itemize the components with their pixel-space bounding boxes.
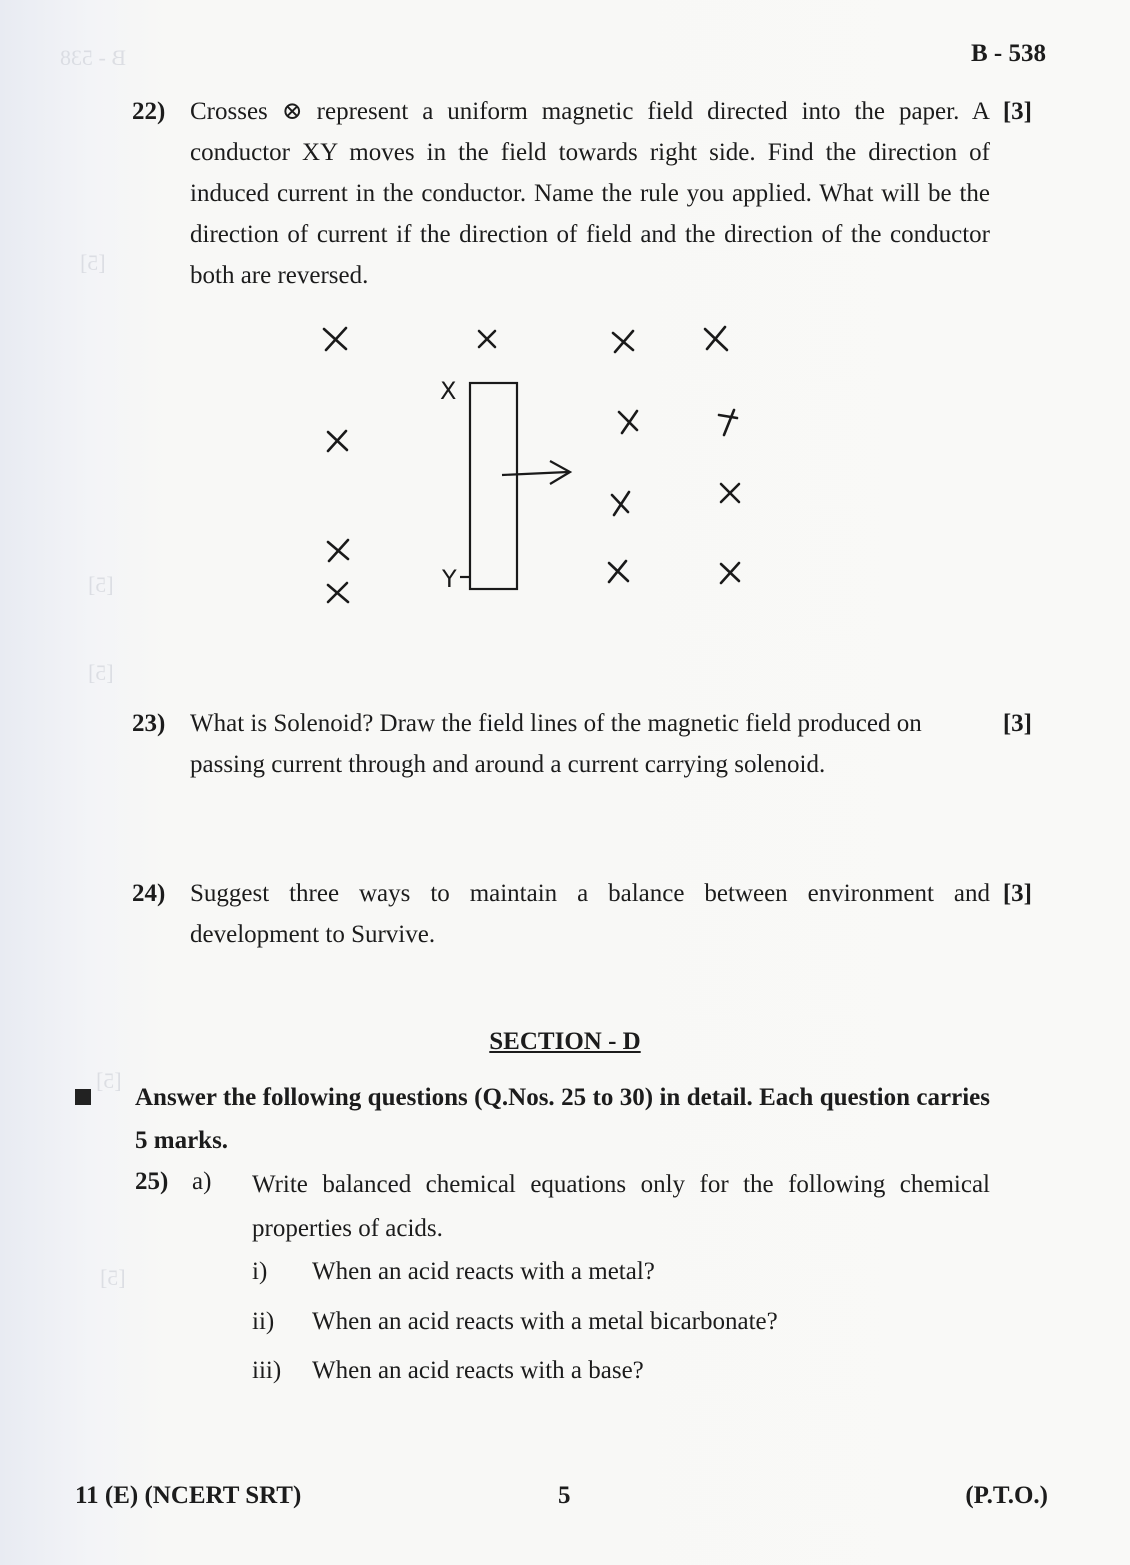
question-number: 23) [132, 710, 166, 737]
question-part-label: a) [192, 1168, 212, 1195]
bleed-through-marks: [5] [80, 250, 106, 275]
question-text: Suggest three ways to maintain a balance between environment and development to Survive. [190, 880, 990, 948]
field-cross [328, 431, 347, 451]
footer-paper-id: 11 (E) (NCERT SRT) [75, 1482, 302, 1509]
field-cross [324, 328, 346, 350]
sub-question-text: When an acid reacts with a metal? [312, 1258, 655, 1285]
paper-code: B - 538 [971, 40, 1046, 67]
sub-question-label: i) [252, 1258, 268, 1285]
section-instruction: Answer the following questions (Q.Nos. 25 to 30) in detail. Each question carries 5 marks. [135, 1084, 990, 1154]
field-cross [619, 411, 637, 433]
field-cross [609, 561, 628, 582]
motion-arrow-shaft [502, 472, 568, 475]
field-cross [721, 563, 739, 583]
question-number: 25) [135, 1168, 169, 1195]
question-marks: [3] [1002, 98, 1032, 125]
field-cross [719, 410, 737, 435]
sub-question-text: When an acid reacts with a base? [312, 1357, 644, 1384]
question-marks: [3] [1002, 880, 1032, 907]
question-number: 22) [132, 98, 166, 125]
sub-question-text: When an acid reacts with a metal bicarbonate? [312, 1308, 778, 1335]
field-cross [328, 540, 348, 561]
question-text: What is Solenoid? Draw the field lines of the magnetic field produced on passing current through and around a current carrying solenoid. [190, 710, 922, 778]
bleed-through-marks: [5] [88, 660, 114, 685]
label-y: Y [442, 565, 457, 593]
question-marks: [3] [1002, 710, 1032, 737]
bullet-square-icon [75, 1089, 91, 1105]
label-x: X [440, 377, 457, 405]
field-cross [328, 583, 348, 602]
field-cross [479, 331, 495, 347]
sub-question-label: ii) [252, 1308, 275, 1335]
bleed-through-marks: [5] [88, 572, 114, 597]
section-title: SECTION - D [489, 1028, 641, 1055]
conductor-xy [470, 383, 517, 589]
field-cross [721, 484, 739, 502]
magnetic-field-diagram [300, 315, 780, 615]
field-cross [613, 331, 633, 352]
question-number: 24) [132, 880, 166, 907]
footer-pto: (P.T.O.) [965, 1482, 1048, 1509]
question-text: Crosses ⊗ represent a uniform magnetic field directed into the paper. A conductor XY moves in the field towards right side. Find the direction of induced current in the conductor. Name the rule you applied. What will be the direction of current if the direction of field and the direction of the conductor both are reversed. [190, 98, 990, 289]
bleed-through-code: B - 538 [60, 45, 126, 70]
question-text: Write balanced chemical equations only for the following chemical properties of acids. [252, 1171, 990, 1242]
field-cross [705, 327, 727, 350]
field-cross [612, 492, 629, 515]
footer-page-number: 5 [558, 1482, 571, 1509]
bleed-through-marks: [5] [96, 1068, 122, 1093]
bleed-through-marks: [5] [100, 1265, 126, 1290]
sub-question-label: iii) [252, 1357, 282, 1384]
